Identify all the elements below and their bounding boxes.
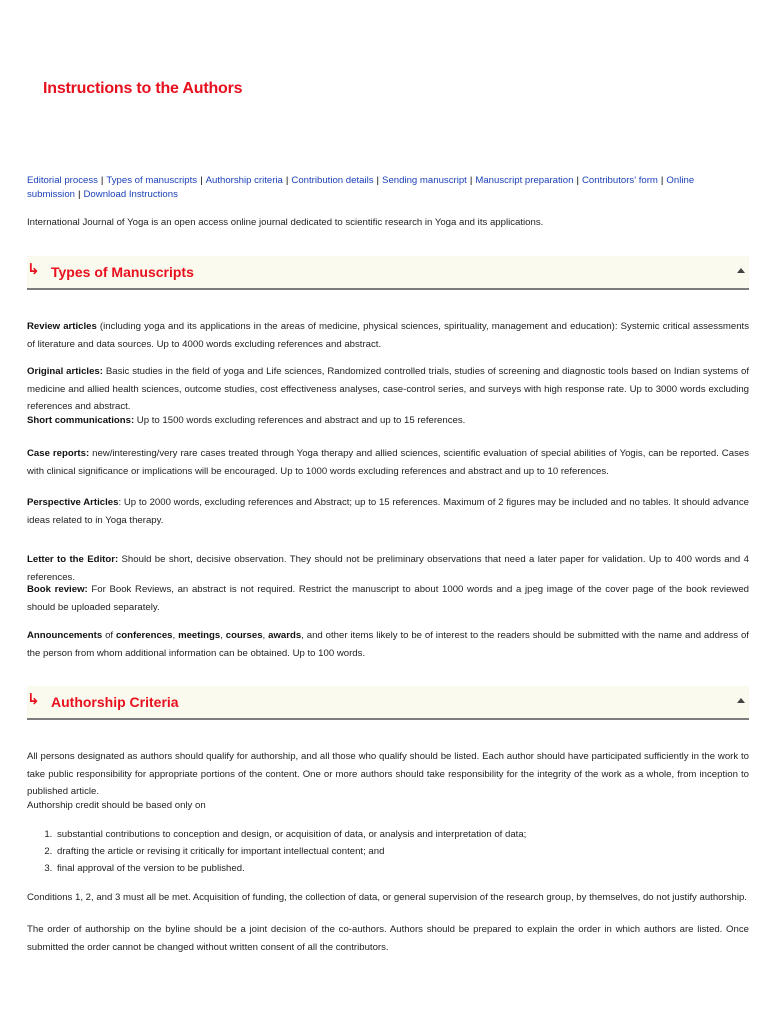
courses-label: courses — [225, 630, 263, 641]
nav-separator: | — [285, 175, 289, 186]
meetings-label: meetings — [178, 630, 221, 641]
section-header-authorship — [27, 686, 749, 720]
announcements-paragraph — [27, 627, 749, 662]
review-articles-label: Review articles — [27, 321, 97, 332]
nav-separator: | — [78, 189, 81, 200]
nav-separator: | — [200, 175, 203, 186]
list-item: 1. substantial contributions to conception and design, or acquisition of data, or analysis and interpretation of data; — [55, 826, 755, 843]
authorship-criteria-list — [27, 826, 755, 877]
perspective-articles-text: : Up to 2000 words, excluding references and Abstract; up to 15 references. Maximum of 2 figures may be included and no tables. It should advance ideas related to in Yoga therapy. — [27, 497, 749, 526]
nav-link-sending-manuscript[interactable]: Sending manuscript — [382, 175, 467, 186]
authorship-paragraph-3: Conditions 1, 2, and 3 must all be met. Acquisition of funding, the collection of data, or general supervision of the research group, by themselves, do not justify authorship. — [27, 892, 747, 903]
section-arrow-icon: ↳ — [27, 691, 40, 708]
perspective-articles-label: Perspective Articles — [27, 497, 119, 508]
announcements-comma: , — [220, 630, 226, 641]
section-header-types — [27, 256, 749, 290]
review-articles-paragraph — [27, 318, 749, 353]
nav-separator: | — [660, 175, 664, 186]
case-reports-label: Case reports: — [27, 448, 90, 459]
announcements-of: of — [102, 630, 116, 641]
awards-label: awards — [268, 630, 302, 641]
case-reports-text: new/interesting/very rare cases treated through Yoga therapy and allied sciences, scientific evaluation of special abilities of Yogis, can be reported. Cases with clinical significance or implications will be encouraged. Up to 1000 words excluding references and abstract and up to 10 references. — [27, 448, 750, 477]
nav-separator: | — [100, 175, 104, 186]
section-nav — [27, 174, 747, 202]
nav-link-contribution-details[interactable]: Contribution details — [291, 175, 374, 186]
original-articles-label: Original articles: — [27, 366, 103, 377]
review-articles-text: (including yoga and its applications in the areas of medicine, physical sciences, spirituality, management and education): Systemic critical assessments of literature and data sources. Up to 4000 words excluding references and abstract. — [27, 321, 749, 350]
intro-text: International Journal of Yoga is an open access online journal dedicated to scientific research in Yoga and its applications. — [27, 217, 544, 228]
case-reports-paragraph — [27, 445, 749, 480]
original-articles-text: Basic studies in the field of yoga and Life sciences, Randomized controlled trials, studies of screening and diagnostic tools based on Indian systems of medicine and allied health sciences, outcome studies, cost effectiveness analyses, case-control series, and surveys with high response rate. Up to 3000 words excluding references and abstract. — [27, 366, 749, 412]
back-to-top-icon[interactable] — [737, 268, 745, 273]
nav-link-manuscript-preparation[interactable]: Manuscript preparation — [475, 175, 574, 186]
section-arrow-icon: ↳ — [27, 261, 40, 278]
announcements-label: Announcements — [27, 630, 103, 641]
nav-link-contributors-form[interactable]: Contributors' form — [581, 175, 658, 186]
back-to-top-icon[interactable] — [737, 698, 745, 703]
announcements-comma: , — [262, 630, 269, 641]
short-communications-label: Short communications: — [27, 415, 135, 426]
conferences-label: conferences — [115, 630, 173, 641]
nav-separator: | — [576, 175, 579, 186]
nav-link-types-of-manuscripts[interactable]: Types of manuscripts — [106, 175, 198, 186]
nav-link-authorship-criteria[interactable]: Authorship criteria — [205, 175, 283, 186]
short-communications-paragraph — [27, 412, 749, 430]
nav-link-online-submission[interactable]: Online submission — [27, 175, 695, 200]
list-item: 2. drafting the article or revising it critically for important intellectual content; and — [55, 843, 755, 860]
nav-separator: | — [376, 175, 380, 186]
perspective-articles-paragraph — [27, 494, 749, 529]
page-title: Instructions to the Authors — [43, 80, 243, 97]
book-review-paragraph — [27, 581, 749, 616]
list-item: 3. final approval of the version to be published. — [55, 860, 755, 877]
book-review-label: Book review: — [27, 584, 88, 595]
authorship-paragraph-2: Authorship credit should be based only on — [27, 800, 206, 811]
letter-to-editor-text: Should be short, decisive observation. They should not be preliminary observations that need a later paper for validation. Up to 400 words and 4 references. — [27, 554, 749, 583]
authorship-paragraph-1: All persons designated as authors should qualify for authorship, and all those who qualify should be listed. Each author should have participated sufficiently in the work to take public responsibility for appropriate portions of the content. One or more authors should take responsibility for the integrity of the work as a whole, from inception to published article. — [27, 751, 749, 797]
original-articles-paragraph — [27, 363, 749, 416]
short-communications-text: Up to 1500 words excluding references and abstract and up to 15 references. — [134, 415, 466, 426]
announcements-comma: , — [172, 630, 179, 641]
letter-to-editor-label: Letter to the Editor: — [27, 554, 119, 565]
section-title-types: Types of Manuscripts — [51, 264, 194, 280]
section-title-authorship: Authorship Criteria — [51, 694, 179, 710]
nav-link-editorial-process[interactable]: Editorial process — [27, 175, 98, 186]
nav-separator: | — [469, 175, 473, 186]
nav-link-download-instructions[interactable]: Download Instructions — [83, 189, 178, 200]
book-review-text: For Book Reviews, an abstract is not required. Restrict the manuscript to about 1000 words and a jpeg image of the cover page of the book reviewed should be uploaded separately. — [27, 584, 749, 613]
announcements-text: , and other items likely to be of interest to the readers should be submitted with the name and address of the person from whom additional information can be obtained. Up to 100 words. — [27, 630, 749, 659]
authorship-paragraph-4: The order of authorship on the byline should be a joint decision of the co-authors. Authors should be prepared to explain the order in which authors are listed. Once submitted the order cannot be changed without written consent of all the contributors. — [27, 924, 749, 953]
